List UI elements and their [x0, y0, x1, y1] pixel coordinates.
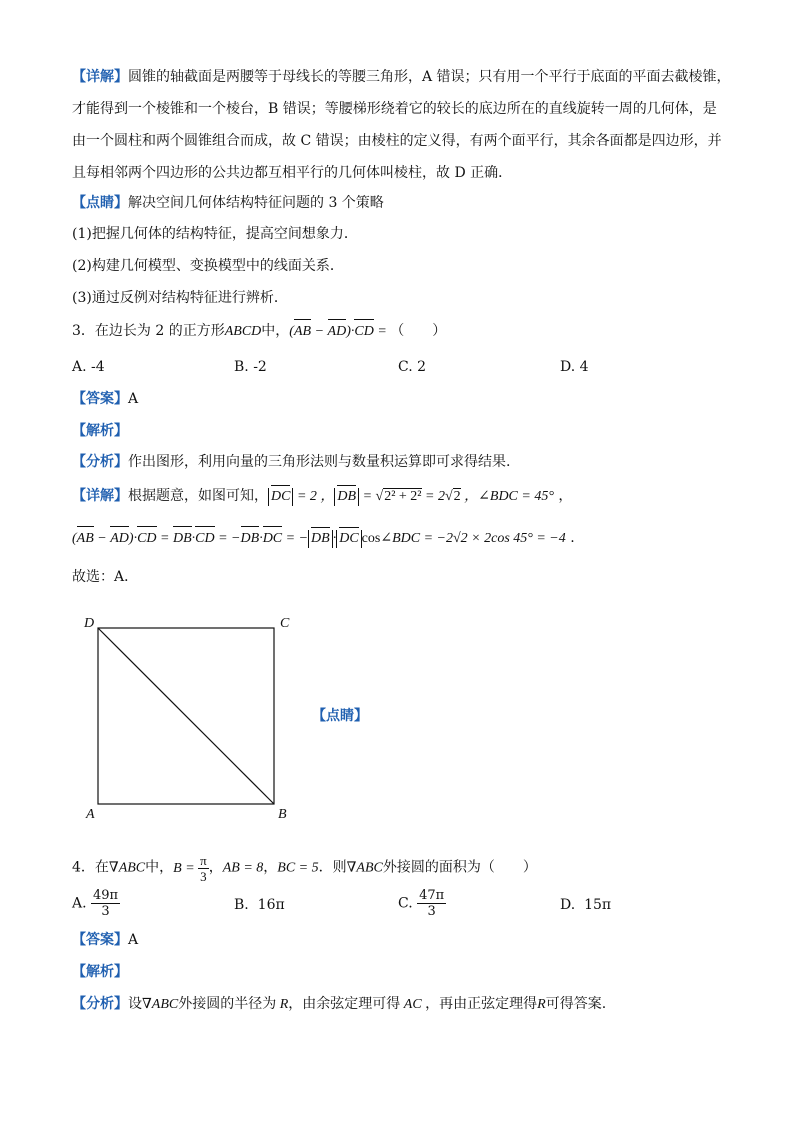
- q4-triangle-2: ∇ABC: [346, 860, 383, 876]
- q4-fenxi-c: ，由余弦定理可得: [288, 996, 401, 1012]
- q4-stem: 4．在∇ABC中，B = $\frac{\pi}{3}$ ，AB = 8，BC = 5．则∇ABC外接圆的面积为（ ）: [72, 853, 537, 884]
- q3-angle: ∠BDC = 45°: [478, 489, 554, 504]
- detail-text: 圆锥的轴截面是两腰等于母线长的等腰三角形，A 错误；只有用一个平行于底面的平面去截棱锥，: [128, 69, 731, 85]
- q4-fenxi-d: ，再由正弦定理得: [425, 996, 538, 1012]
- q4-option-a: [72, 888, 120, 919]
- q4-option-c-frac: [417, 888, 446, 919]
- detail-tag: 【详解】: [72, 69, 128, 85]
- q3-option-a: A. -4: [72, 359, 105, 375]
- q4-radius: R: [276, 997, 289, 1012]
- q3-prefix: 3．在边长为 2 的正方形: [72, 323, 225, 339]
- q4-fenxi-b: 外接圆的半径为: [178, 996, 277, 1012]
- tip-line: [72, 193, 384, 213]
- q3-option-c: C. 2: [398, 359, 427, 375]
- tip-item-1: (1)把握几何体的结构特征，提高空间想象力．: [72, 226, 358, 242]
- q3-fenxi-tag: 【分析】: [72, 454, 128, 470]
- q3-analysis: [72, 421, 128, 441]
- detail-line-4: 且每相邻两个四边形的公共边都互相平行的几何体叫棱柱，故 D 正确．: [72, 165, 513, 181]
- q4-fenxi-triangle: ∇ABC: [142, 997, 179, 1012]
- q4-ac: AC: [400, 997, 426, 1012]
- tip-item-3: (3)通过反例对结构特征进行辨析．: [72, 290, 288, 306]
- q3-fenxi: [72, 452, 510, 472]
- tip-tag: 【点睛】: [72, 195, 128, 211]
- q4-option-a-den: 3: [101, 904, 110, 919]
- q3-stem: [72, 321, 446, 342]
- vertex-d-label: D: [84, 616, 95, 631]
- vertex-c-label: C: [280, 616, 290, 631]
- vertex-a-label: A: [86, 807, 95, 822]
- diagonal-db: [98, 628, 274, 804]
- q4-fenxi-tag: 【分析】: [72, 996, 128, 1012]
- q4-bc: BC = 5: [277, 860, 319, 876]
- q4-ab: AB = 8: [222, 860, 264, 876]
- q4-answer: [72, 930, 138, 950]
- q4-fenxi: [72, 994, 606, 1015]
- q4-option-a-num: 49π: [93, 888, 119, 903]
- q4-answer-tag: 【答案】: [72, 932, 128, 948]
- q4-option-b: [234, 895, 285, 915]
- q4-option-c-num: 47π: [419, 888, 445, 903]
- q4-answer-value: A: [128, 932, 139, 948]
- detail-line-2: 才能得到一个棱锥和一个棱台，B 错误；等腰梯形绕着它的较长的底边所在的直线旋转一周的几何体，是: [72, 101, 717, 117]
- q3-detail-formula-2: (AB − AD)·CD = DB·CD = −DB·DC = − DB · DC cos∠BDC: [72, 531, 424, 546]
- q4-angle-b: B = $\frac{\pi}{3}$: [173, 853, 207, 884]
- q3-detail-2: (AB − AD)·CD = DB·CD = −DB·DC = − DB · DC cos∠BDC = −2√2 × 2cos 45° = −4 .: [72, 528, 575, 549]
- q4-mid: 中，: [145, 859, 174, 876]
- q3-detail-tag: 【详解】: [72, 488, 128, 504]
- q4-option-a-frac: [91, 888, 120, 919]
- q3-result: = −2√2 × 2cos 45° = −4: [423, 531, 566, 546]
- detail-line-1: [72, 67, 731, 87]
- q3-mid: 中，: [261, 323, 290, 339]
- q3-detail-1: 【详解】根据题意，如图可知， DC = 2 ， DB = √2² + 2² = 2√2 ，∠BDC = 45° ，: [72, 488, 573, 504]
- detail-line-3: 由一个圆柱和两个圆锥组合而成，故 C 错误；由棱柱的定义得，有两个面平行，其余各面都是四边形，并: [72, 133, 722, 149]
- tip-item-2: (2)构建几何模型、变换模型中的线面关系．: [72, 258, 344, 274]
- q4-option-b-value: 16π: [257, 897, 285, 913]
- q3-detail-text: 根据题意，如图可知，: [128, 488, 268, 504]
- q4-option-d-value: 15π: [584, 897, 612, 913]
- q4-triangle: ∇ABC: [108, 860, 146, 876]
- q4-option-c-letter: C.: [398, 895, 413, 912]
- q3-answer: [72, 389, 138, 409]
- vertex-b-label: B: [278, 807, 287, 822]
- q4-radius-2: R: [537, 997, 546, 1012]
- q4-option-d: [560, 895, 611, 915]
- square-figure: [80, 612, 310, 822]
- q4-analysis: [72, 962, 128, 982]
- q3-option-d: D. 4: [560, 359, 589, 375]
- q3-analysis-tag: 【解析】: [72, 423, 128, 439]
- q4-option-c: [398, 888, 446, 919]
- q4-prefix: 4．在: [72, 859, 109, 876]
- tip-text: 解决空间几何体结构特征问题的 3 个策略: [128, 195, 384, 211]
- q3-option-b: B. -2: [234, 359, 267, 375]
- q3-answer-tag: 【答案】: [72, 391, 128, 407]
- q3-choose: 故选：A．: [72, 569, 139, 585]
- q4-fenxi-e: 可得答案.: [545, 996, 607, 1012]
- q4-option-c-den: 3: [427, 904, 436, 919]
- q3-tail: （ ）: [390, 323, 447, 339]
- q3-answer-value: A: [128, 391, 139, 407]
- q3-detail-formula-1: DC = 2 ， DB = √2² + 2² = 2√2 ，: [268, 489, 478, 504]
- q3-dianjing-tag: 【点睛】: [312, 708, 368, 724]
- q4-option-b-letter: B.: [234, 897, 249, 913]
- q4-after: ．则: [318, 859, 347, 876]
- q4-fenxi-a: 设: [128, 996, 142, 1012]
- q3-expression: (AB − AD)·CD =: [289, 324, 390, 339]
- q4-option-a-letter: A.: [72, 895, 87, 912]
- q4-ask: 外接圆的面积为（ ）: [382, 859, 537, 876]
- q3-square: ABCD: [224, 324, 262, 339]
- q4-option-d-letter: D.: [560, 897, 576, 913]
- q4-analysis-tag: 【解析】: [72, 964, 128, 980]
- q3-fenxi-text: 作出图形，利用向量的三角形法则与数量积运算即可求得结果.: [128, 454, 511, 470]
